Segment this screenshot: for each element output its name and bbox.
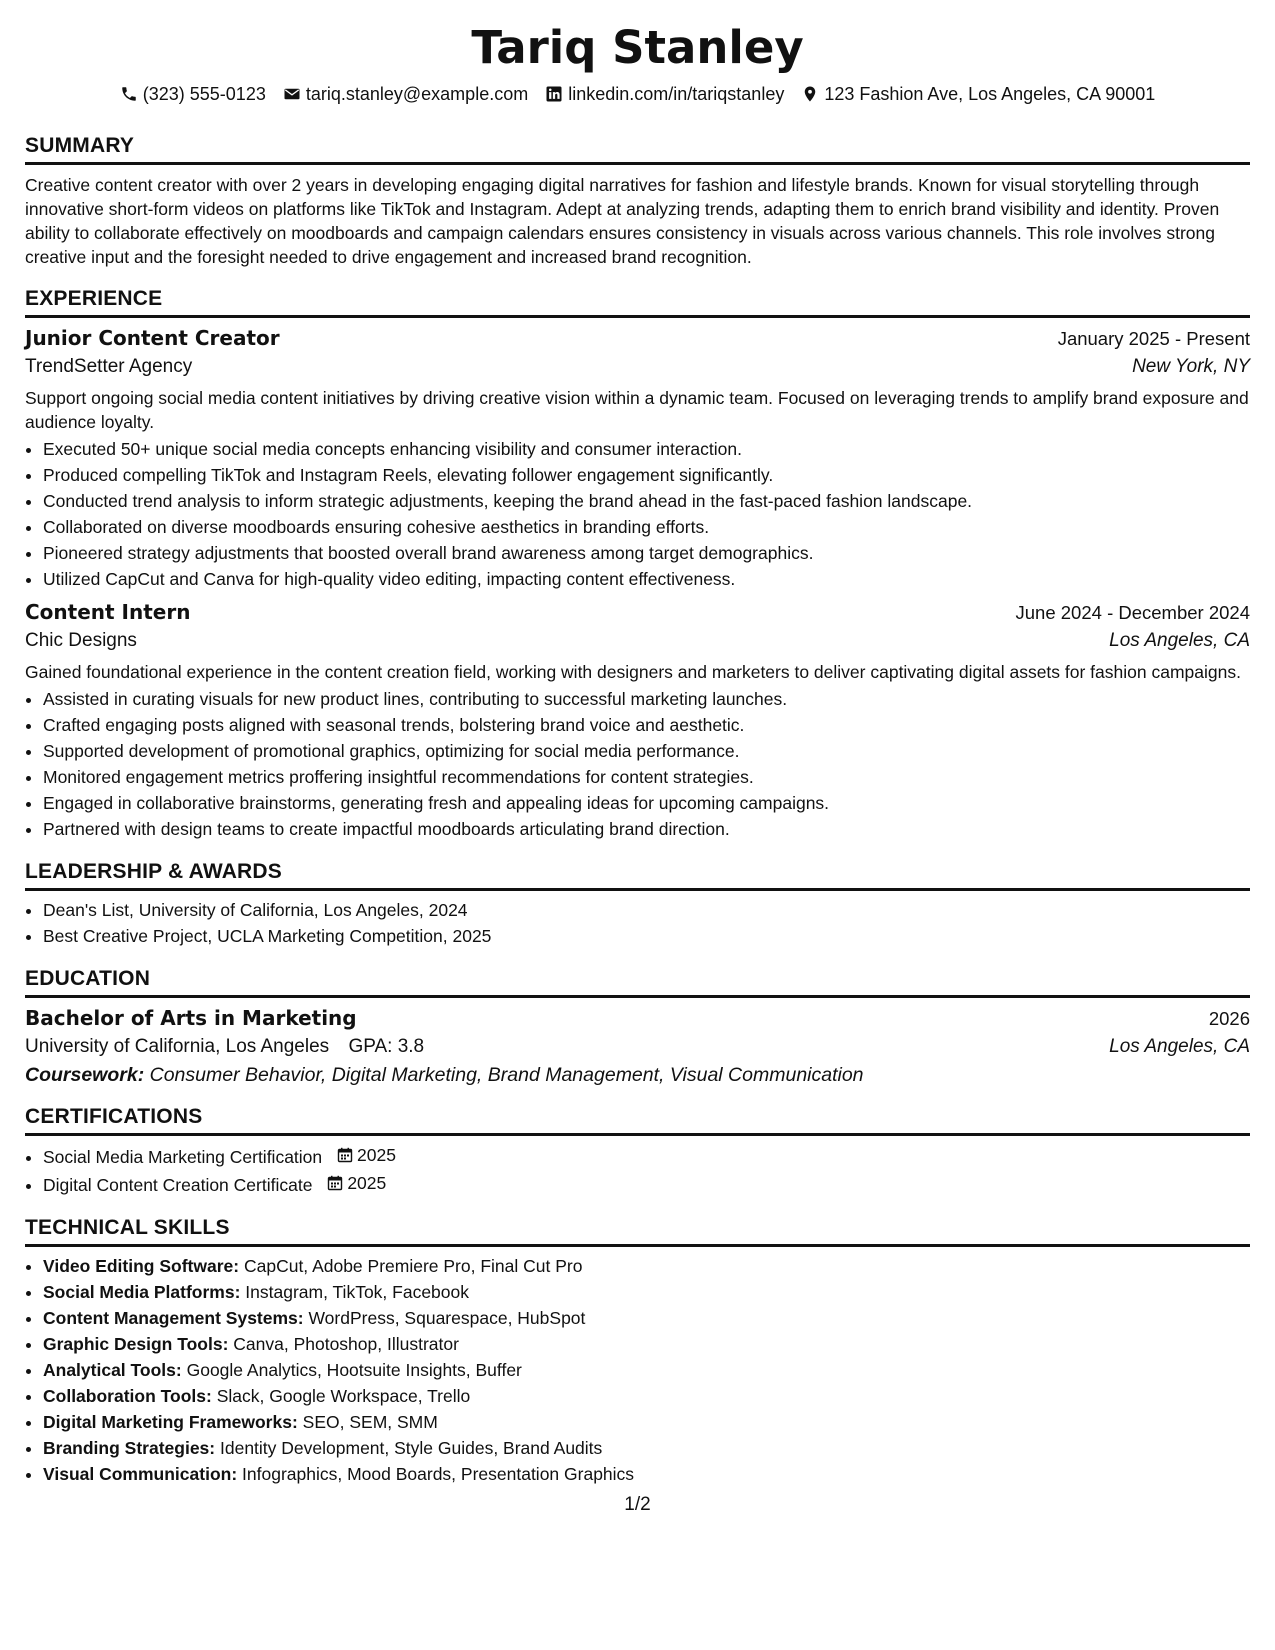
candidate-name: Tariq Stanley	[471, 21, 804, 74]
section-title: LEADERSHIP & AWARDS	[25, 860, 1250, 891]
envelope-icon	[283, 85, 301, 103]
list-item: • Dean's List, University of California, Los Angeles, 2024	[43, 897, 1250, 923]
list-item	[43, 1305, 1250, 1331]
job-title: Junior Content Creator	[25, 325, 280, 350]
phone-icon	[120, 85, 138, 103]
skill-category: Collaboration Tools:	[43, 1385, 212, 1406]
job-description: Gained foundational experience in the content creation field, working with designers and marketers to deliver captivating digital assets for fashion campaigns.	[25, 661, 1241, 682]
job-entry	[25, 326, 1250, 592]
summary-section	[25, 134, 1250, 269]
list-item	[43, 1357, 1250, 1383]
email-link[interactable]: tariq.stanley@example.com	[305, 83, 529, 104]
list-item: • Produced compelling TikTok and Instagram Reels, elevating follower engagement significantly.	[43, 462, 1250, 488]
job-title: Content Intern	[25, 599, 191, 624]
contact-linkedin[interactable]	[545, 82, 784, 106]
skill-category: Social Media Platforms:	[43, 1281, 241, 1302]
contact-bar	[25, 82, 1250, 106]
address-text: 123 Fashion Ave, Los Angeles, CA 90001	[824, 83, 1156, 104]
list-item: • Best Creative Project, UCLA Marketing Competition, 2025	[43, 923, 1250, 949]
list-item: • Crafted engaging posts aligned with seasonal trends, bolstering brand voice and aesthetic.	[43, 712, 1250, 738]
section-title: SUMMARY	[25, 134, 1250, 165]
certification-year: 2025	[347, 1172, 387, 1193]
leadership-section	[25, 860, 1250, 949]
section-title: TECHNICAL SKILLS	[25, 1216, 1250, 1247]
skill-values: WordPress, Squarespace, HubSpot	[308, 1307, 586, 1328]
skill-category: Video Editing Software:	[43, 1255, 240, 1276]
job-dates: January 2025 - Present	[1057, 327, 1250, 349]
coursework-list: Consumer Behavior, Digital Marketing, Brand Management, Visual Communication	[149, 1063, 864, 1086]
company-name: Chic Designs	[25, 629, 137, 651]
gpa-text: GPA: 3.8	[348, 1035, 425, 1057]
skill-category: Content Management Systems:	[43, 1307, 304, 1328]
certification-year: 2025	[357, 1144, 396, 1165]
skill-values: Instagram, TikTok, Facebook	[245, 1281, 470, 1302]
page-number: 1/2	[624, 1494, 651, 1515]
certification-name: Social Media Marketing Certification	[43, 1146, 323, 1167]
list-item: • Utilized CapCut and Canva for high-quality video editing, impacting content effectiveness.	[43, 566, 1250, 592]
list-item: • Engaged in collaborative brainstorms, generating fresh and appealing ideas for upcoming campaigns.	[43, 790, 1250, 816]
skill-values: Infographics, Mood Boards, Presentation Graphics	[242, 1463, 635, 1484]
school-name: University of California, Los Angeles	[25, 1035, 330, 1057]
job-bullets	[25, 686, 1250, 842]
experience-section	[25, 287, 1250, 842]
coursework	[25, 1064, 1250, 1087]
skill-values: Google Analytics, Hootsuite Insights, Buffer	[186, 1359, 522, 1380]
skill-category: Visual Communication:	[43, 1463, 238, 1484]
section-title: EXPERIENCE	[25, 287, 1250, 318]
certification-name: Digital Content Creation Certificate	[43, 1174, 313, 1195]
job-entry	[25, 600, 1250, 842]
skill-values: Slack, Google Workspace, Trello	[216, 1385, 471, 1406]
list-item: • Monitored engagement metrics proffering insightful recommendations for content strategies.	[43, 764, 1250, 790]
skills-list	[25, 1253, 1250, 1487]
skill-category: Branding Strategies:	[43, 1437, 216, 1458]
list-item: • Conducted trend analysis to inform strategic adjustments, keeping the brand ahead in the fast-paced fashion landscape.	[43, 488, 1250, 514]
job-location: Los Angeles, CA	[1109, 629, 1250, 651]
calendar-icon	[327, 1175, 343, 1191]
job-dates: June 2024 - December 2024	[1015, 601, 1250, 623]
linkedin-link[interactable]: linkedin.com/in/tariqstanley	[568, 83, 785, 104]
certifications-section	[25, 1105, 1250, 1198]
skill-category: Graphic Design Tools:	[43, 1333, 229, 1354]
skills-section	[25, 1216, 1250, 1487]
section-title: EDUCATION	[25, 967, 1250, 998]
contact-phone	[120, 82, 266, 106]
section-title: CERTIFICATIONS	[25, 1105, 1250, 1136]
company-name: TrendSetter Agency	[25, 355, 193, 377]
list-item: • Assisted in curating visuals for new product lines, contributing to successful marketing launches.	[43, 686, 1250, 712]
education-section	[25, 967, 1250, 1087]
skill-values: SEO, SEM, SMM	[302, 1411, 438, 1432]
awards-list	[25, 897, 1250, 949]
contact-address	[801, 82, 1155, 106]
list-item: • Pioneered strategy adjustments that boosted overall brand awareness among target demographics.	[43, 540, 1250, 566]
list-item: • Executed 50+ unique social media concepts enhancing visibility and consumer interaction.	[43, 436, 1250, 462]
map-pin-icon	[801, 85, 819, 103]
skill-values: CapCut, Adobe Premiere Pro, Final Cut Pro	[243, 1255, 583, 1276]
phone-text: (323) 555-0123	[142, 83, 266, 104]
calendar-icon	[337, 1147, 353, 1163]
degree-title: Bachelor of Arts in Marketing	[25, 1005, 357, 1030]
skill-values: Canva, Photoshop, Illustrator	[233, 1333, 459, 1354]
list-item	[43, 1253, 1250, 1279]
list-item: • Partnered with design teams to create impactful moodboards articulating brand direction.	[43, 816, 1250, 842]
coursework-label: Coursework:	[25, 1063, 145, 1086]
job-location: New York, NY	[1132, 355, 1250, 377]
school-location: Los Angeles, CA	[1109, 1035, 1250, 1057]
list-item	[43, 1461, 1250, 1487]
list-item	[43, 1409, 1250, 1435]
list-item: • Collaborated on diverse moodboards ensuring cohesive aesthetics in branding efforts.	[43, 514, 1250, 540]
job-bullets	[25, 436, 1250, 592]
list-item: • Supported development of promotional graphics, optimizing for social media performance.	[43, 738, 1250, 764]
list-item	[43, 1435, 1250, 1461]
job-description: Support ongoing social media content initiatives by driving creative vision within a dynamic team. Focused on leveraging trends to amplify brand exposure and audience loyalty.	[25, 387, 1249, 432]
list-item	[43, 1331, 1250, 1357]
list-item	[43, 1279, 1250, 1305]
graduation-year: 2026	[1208, 1007, 1250, 1029]
list-item	[43, 1170, 1250, 1198]
skill-values: Identity Development, Style Guides, Brand Audits	[220, 1437, 603, 1458]
skill-category: Analytical Tools:	[43, 1359, 182, 1380]
skill-category: Digital Marketing Frameworks:	[43, 1411, 298, 1432]
list-item	[43, 1383, 1250, 1409]
list-item	[43, 1142, 1250, 1170]
summary-text: Creative content creator with over 2 years in developing engaging digital narratives for fashion and lifestyle brands. Known for visual storytelling through innovative short-form videos on platforms like TikTok and Instagram. Adept at analyzing trends, adapting them to enrich brand visibility and identity. Proven ability to collaborate effectively on moodboards and campaign calendars ensures consistency in visuals across various channels. This role involves strong creative input and the foresight needed to drive engagement and increased brand recognition.	[25, 174, 1220, 267]
certifications-list	[25, 1142, 1250, 1198]
contact-email[interactable]	[283, 82, 528, 106]
linkedin-icon	[545, 85, 563, 103]
